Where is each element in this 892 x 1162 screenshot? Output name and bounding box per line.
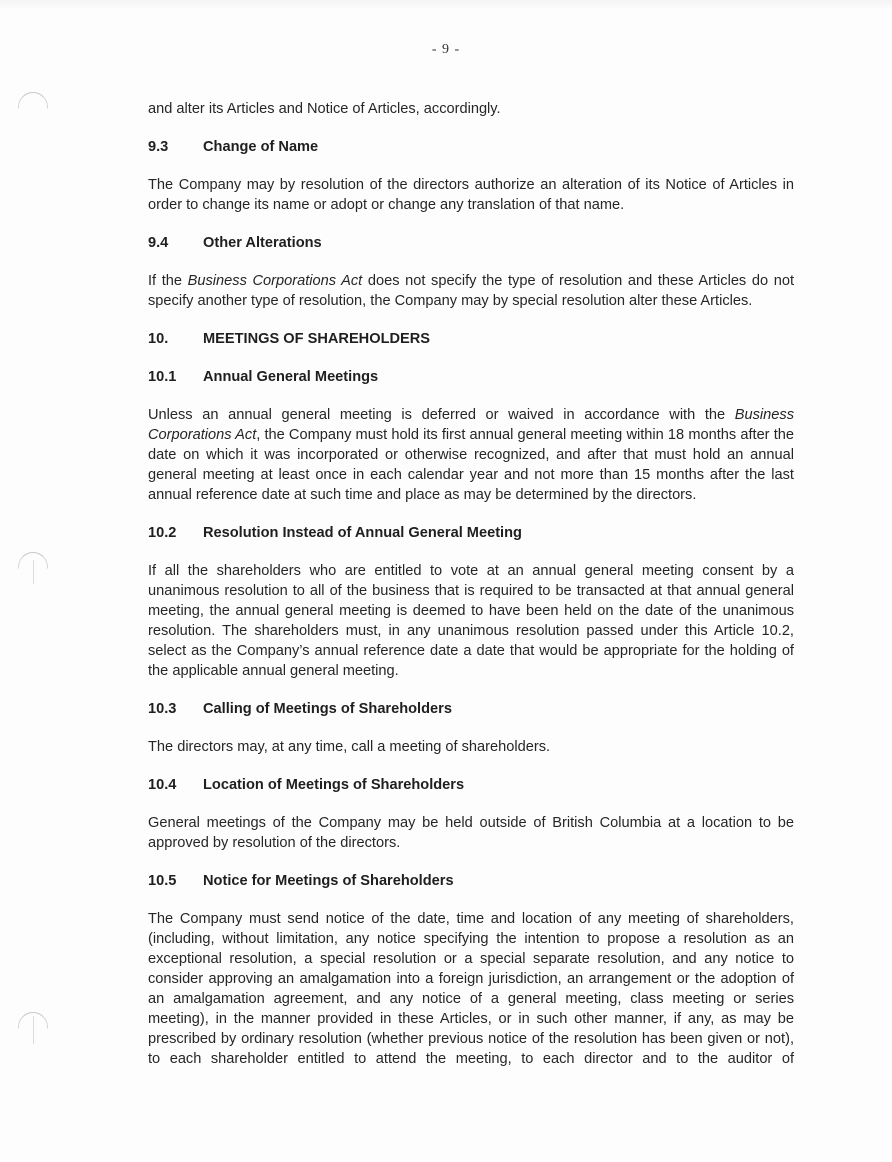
section-body-10-2: If all the shareholders who are entitled to vote at an annual general meeting consent by a unanimous resolution to all of the business that is required to be transacted at that annual general meeting, the annual general meeting is deemed to have been held on the date of the unanimous resolution. The shareholders must, in any unanimous resolution passed under this Article 10.2, select as the Company’s annual reference date a date that would be appropriate for the holding of the applicable annual general meeting. xyxy=(148,563,794,679)
hole-punch-stem xyxy=(33,560,34,584)
section-body-10-4: General meetings of the Company may be held outside of British Columbia at a location to be approved by resolution of the directors. xyxy=(148,815,794,851)
section-title: MEETINGS OF SHAREHOLDERS xyxy=(203,331,431,347)
section-title: Resolution Instead of Annual General Meeting xyxy=(203,525,522,541)
section-title: Location of Meetings of Shareholders xyxy=(203,777,465,793)
section-number: 10.1 xyxy=(148,369,177,385)
section-number: 9.4 xyxy=(148,235,169,251)
hole-punch-icon xyxy=(18,92,48,122)
section-heading-10-3 xyxy=(148,699,794,719)
body-text: Unless an annual general meeting is deferred or waived in accordance with the xyxy=(148,407,735,423)
body-text: , the Company must hold its first annual general meeting within 18 months after the date on which it was incorporated or otherwise recognized, and after that must hold an annual general meeting at least once in each calendar year and not more than 15 months after the last annual reference date at such time and place as may be determined by the directors. xyxy=(148,427,794,503)
section-title: Annual General Meetings xyxy=(203,369,379,385)
section-number: 10.4 xyxy=(148,777,177,793)
page-number: - 9 - xyxy=(431,42,461,57)
section-title: Calling of Meetings of Shareholders xyxy=(203,701,452,717)
section-number: 9.3 xyxy=(148,139,169,155)
section-heading-10-2 xyxy=(148,523,794,543)
section-body-9-4 xyxy=(148,271,794,311)
section-title: Change of Name xyxy=(203,139,319,155)
continuation-paragraph: and alter its Articles and Notice of Articles, accordingly. xyxy=(148,101,501,117)
section-heading-9-4 xyxy=(148,233,794,253)
section-title: Notice for Meetings of Shareholders xyxy=(203,873,454,889)
section-heading-10 xyxy=(148,329,794,349)
section-number: 10. xyxy=(148,331,169,347)
section-body-10-5: The Company must send notice of the date, time and location of any meeting of shareholders, (including, without limitation, any notice specifying the intention to propose a resolution as an exceptional resolution, a special resolution or a special separate resolution, and any notice to consider approving an amalgamation into a foreign jurisdiction, an arrangement or the adoption of an amalgamation agreement, and any notice of a general meeting, class meeting or series meeting), in the manner provided in these Articles, or in such other manner, if any, as may be prescribed by ordinary resolution (whether previous notice of the resolution has been given or not), to each shareholder entitled to attend the meeting, to each director and to the auditor of xyxy=(148,911,794,1067)
section-heading-10-1 xyxy=(148,367,794,387)
section-number: 10.3 xyxy=(148,701,177,717)
act-name-italic: Business Corporations Act xyxy=(148,407,794,443)
act-name-italic: Business Corporations Act xyxy=(187,273,363,289)
section-body-10-3: The directors may, at any time, call a meeting of shareholders. xyxy=(148,739,551,755)
section-number: 10.2 xyxy=(148,525,177,541)
section-heading-10-4 xyxy=(148,775,794,795)
section-body-9-3: The Company may by resolution of the directors authorize an alteration of its Notice of Articles in order to change its name or adopt or change any translation of that name. xyxy=(148,177,794,213)
hole-punch-stem xyxy=(33,1016,34,1044)
document-body xyxy=(148,99,794,1069)
section-heading-9-3 xyxy=(148,137,794,157)
scan-edge-shading xyxy=(0,0,892,10)
body-text: If the xyxy=(148,273,188,289)
body-text: does not specify the type of resolution and these Articles do not specify another type of resolution, the Company may by special resolution alter these Articles. xyxy=(148,273,794,309)
section-heading-10-5 xyxy=(148,871,794,891)
section-number: 10.5 xyxy=(148,873,177,889)
section-body-10-1 xyxy=(148,405,794,505)
section-title: Other Alterations xyxy=(203,235,322,251)
